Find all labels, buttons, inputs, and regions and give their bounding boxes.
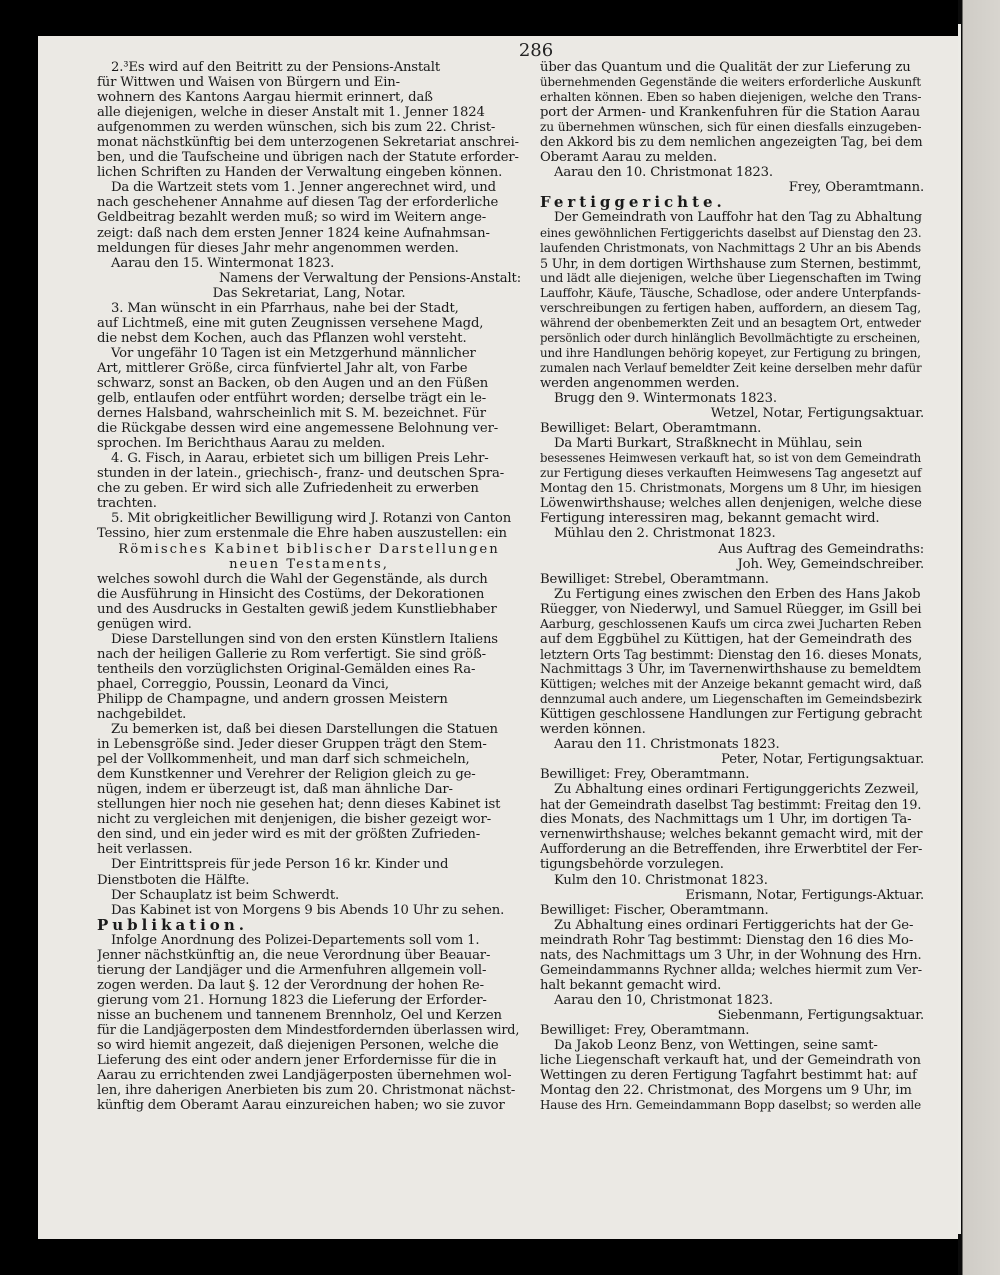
- left-column-line: Infolge Anordnung des Polizei-Departements soll vom 1.: [111, 932, 480, 948]
- right-column-line: laufenden Christmonats, von Nachmittags 2 Uhr an bis Abends: [540, 240, 921, 255]
- left-column-line: nisse an buchenem und tannenem Brennholz, Oel und Kerzen: [97, 1007, 502, 1023]
- left-column-line: so wird hiemit angezeit, daß diejenigen Personen, welche die: [97, 1038, 499, 1054]
- left-column-line: che zu geben. Er wird sich alle Zufriedenheit zu erwerben: [97, 481, 479, 497]
- left-column: [97, 60, 521, 1113]
- left-column-line: wohnern des Kantons Aargau hiermit erinnert, daß: [97, 90, 433, 106]
- left-column-line: 4. G. Fisch, in Aarau, erbietet sich um billigen Preis Lehr-: [111, 451, 489, 467]
- right-column-line: verschreibungen zu fertigen haben, auffordern, an diesem Tag,: [540, 300, 921, 315]
- right-column-line: nats, des Nachmittags um 3 Uhr, in der Wohnung des Hrn.: [540, 947, 922, 963]
- right-column-line: dies Monats, des Nachmittags um 1 Uhr, im dortigen Ta-: [540, 812, 912, 828]
- right-column-line: werden angenommen werden.: [540, 375, 740, 391]
- left-column-line: stunden in der latein., griechisch-, franz- und deutschen Spra-: [97, 466, 505, 482]
- left-column-line: die Rückgabe dessen wird eine angemessene Belohnung ver-: [97, 421, 499, 437]
- left-column-line: nach der heiligen Gallerie zu Rom verfertigt. Sie sind größ-: [97, 646, 486, 662]
- left-column-line: ben, und die Taufscheine und übrigen nach der Statute erforder-: [97, 150, 519, 166]
- right-column-line: Nachmittags 3 Uhr, im Tavernenwirthshause zu bemeldtem: [540, 661, 922, 677]
- left-column-line: zogen werden. Da laut §. 12 der Verordnung der hohen Re-: [97, 977, 484, 993]
- right-column-line: Gemeindammanns Rychner allda; welches hiermit zum Ver-: [540, 962, 922, 978]
- left-column-line: in Lebensgröße sind. Jeder dieser Gruppen trägt den Stem-: [97, 737, 487, 753]
- left-column-line: monat nächstkünftig bei dem unterzogenen Sekretariat anschrei-: [97, 135, 519, 151]
- left-column-line: 5. Mit obrigkeitlicher Bewilligung wird J. Rotanzi von Canton: [111, 511, 512, 527]
- right-column-line: meindrath Rohr Tag bestimmt: Dienstag den 16 dies Mo-: [540, 932, 914, 948]
- right-column-line: Wettingen zu deren Fertigung Tagfahrt bestimmt hat: auf: [540, 1068, 917, 1084]
- left-column-line: Das Sekretariat, Lang, Notar.: [212, 285, 406, 301]
- right-column-line: Erismann, Notar, Fertigungs-Aktuar.: [685, 887, 924, 903]
- right-column-line: Montag den 22. Christmonat, des Morgens um 9 Uhr, im: [540, 1083, 912, 1099]
- left-column-line: Philipp de Champagne, und andern grossen Meistern: [97, 691, 448, 707]
- next-page-edge: [958, 0, 1000, 1275]
- right-column-line: Aus Auftrag des Gemeindraths:: [718, 541, 924, 557]
- right-column-line: Joh. Wey, Gemeindschreiber.: [737, 556, 924, 572]
- left-column-line: Jenner nächstkünftig an, die neue Verordnung über Beauar-: [97, 947, 491, 963]
- left-column-line: len, ihre daherigen Anerbieten bis zum 20. Christmonat nächst-: [97, 1083, 516, 1099]
- right-column-line: hat der Gemeindrath daselbst Tag bestimmt: Freitag den 19.: [540, 797, 922, 813]
- right-column-line: letztern Orts Tag bestimmt: Dienstag den 16. dieses Monats,: [540, 646, 923, 662]
- right-column-line: Siebenmann, Fertigungsaktuar.: [717, 1007, 924, 1023]
- left-column-line: die nebst dem Kochen, auch das Pflanzen wohl versteht.: [97, 330, 467, 346]
- right-column-line: Bewilliget: Strebel, Oberamtmann.: [540, 571, 769, 587]
- right-column-line: Hause des Hrn. Gemeindammann Bopp daselbst; so werden alle: [540, 1098, 921, 1113]
- left-column-line: zeigt: daß nach dem ersten Jenner 1824 keine Aufnahmsan-: [97, 225, 490, 241]
- page-number: 286: [518, 40, 554, 61]
- right-column-line: während der obenbemerkten Zeit und an besagtem Ort, entweder: [540, 315, 921, 330]
- left-column-line: neuen Testaments,: [229, 556, 389, 572]
- left-column-line: Art, mittlerer Größe, circa fünfviertel Jahr alt, von Farbe: [97, 360, 468, 376]
- right-column-line: Aarburg, geschlossenen Kaufs um circa zwei Jucharten Reben: [540, 616, 922, 631]
- left-column-line: Vor ungefähr 10 Tagen ist ein Metzgerhund männlicher: [111, 345, 476, 361]
- right-column-line: liche Liegenschaft verkauft hat, und der Gemeindrath von: [540, 1053, 921, 1069]
- left-column-line: die Ausführung in Hinsicht des Costüms, der Dekorationen: [97, 586, 485, 602]
- left-column-line: tentheils den vorzüglichsten Original-Gemälden eines Ra-: [97, 661, 476, 677]
- left-column-line: 2.³Es wird auf den Beitritt zu der Pensions-Anstalt: [111, 60, 440, 75]
- left-column-line: Publikation.: [97, 917, 248, 933]
- left-column-line: phael, Correggio, Poussin, Leonard da Vinci,: [97, 676, 389, 692]
- left-column-line: dernes Halsband, wahrscheinlich mit S. M. bezeichnet. Für: [97, 406, 486, 422]
- left-column-line: nicht zu vergleichen mit denjenigen, die bisher gezeigt wor-: [97, 812, 492, 828]
- right-column-line: Küttigen geschlossene Handlungen zur Fertigung gebracht: [540, 707, 922, 723]
- left-column-line: auf Lichtmeß, eine mit guten Zeugnissen versehene Magd,: [97, 315, 484, 331]
- right-column-line: zu übernehmen wünschen, sich für einen diesfalls einzugeben-: [540, 120, 922, 135]
- right-column-line: Zu Fertigung eines zwischen den Erben des Hans Jakob: [554, 586, 921, 602]
- right-column-line: Kulm den 10. Christmonat 1823.: [554, 872, 768, 888]
- right-column-line: eines gewöhnlichen Fertiggerichts daselbst auf Dienstag den 23.: [540, 225, 922, 240]
- left-column-line: schwarz, sonst an Backen, ob den Augen und an den Füßen: [97, 375, 489, 391]
- left-column-line: pel der Vollkommenheit, und man darf sich schmeicheln,: [97, 752, 470, 768]
- left-column-line: alle diejenigen, welche in dieser Anstalt mit 1. Jenner 1824: [97, 105, 485, 121]
- right-column-line: Peter, Notar, Fertigungsaktuar.: [721, 752, 924, 768]
- right-column-line: besessenes Heimwesen verkauft hat, so ist von dem Gemeindrath: [540, 451, 922, 466]
- right-column-line: Montag den 15. Christmonats, Morgens um 8 Uhr, im hiesigen: [540, 481, 922, 496]
- right-column-line: erhalten können. Eben so haben diejenigen, welche den Trans-: [540, 90, 922, 105]
- right-column-line: Da Marti Burkart, Straßknecht in Mühlau, sein: [554, 436, 863, 452]
- right-column-line: tigungsbehörde vorzulegen.: [540, 857, 724, 873]
- left-column-line: Der Eintrittspreis für jede Person 16 kr. Kinder und: [111, 857, 449, 873]
- right-column-line: Küttigen; welches mit der Anzeige bekannt gemacht wird, daß: [540, 676, 922, 691]
- right-column-line: übernehmenden Gegenstände die weiters erforderliche Auskunft: [540, 75, 921, 90]
- left-column-line: nachgebildet.: [97, 707, 187, 723]
- right-column-line: und ihre Handlungen behörig kopeyet, zur Fertigung zu bringen,: [540, 345, 921, 360]
- left-column-line: Da die Wartzeit stets vom 1. Jenner angerechnet wird, und: [111, 180, 496, 196]
- left-column-line: Der Schauplatz ist beim Schwerdt.: [111, 887, 340, 903]
- left-column-line: den sind, und ein jeder wird es mit der größten Zufrieden-: [97, 827, 481, 843]
- left-column-line: für die Landjägerposten dem Mindestfordernden überlassen wird,: [97, 1023, 520, 1038]
- left-column-line: für Wittwen und Waisen von Bürgern und Ein-: [97, 75, 400, 91]
- right-column-line: Löwenwirthshause; welches allen denjenigen, welche diese: [540, 496, 922, 512]
- right-column-line: zur Fertigung dieses verkauften Heimwesens Tag angesetzt auf: [540, 466, 922, 481]
- left-column-line: 3. Man wünscht in ein Pfarrhaus, nahe bei der Stadt,: [111, 300, 459, 316]
- right-column-line: Aarau den 11. Christmonats 1823.: [554, 737, 780, 753]
- left-column-line: tierung der Landjäger und die Armenfuhren allgemein voll-: [97, 962, 487, 978]
- right-column-line: Zu Abhaltung eines ordinari Fertigunggerichts Zezweil,: [554, 782, 919, 798]
- right-column-line: Aarau den 10, Christmonat 1823.: [554, 992, 773, 1008]
- left-column-line: welches sowohl durch die Wahl der Gegenstände, als durch: [97, 571, 488, 587]
- right-column-line: dennzumal auch andere, um Liegenschaften im Gemeindsbezirk: [540, 691, 922, 706]
- left-column-line: Das Kabinet ist von Morgens 9 bis Abends 10 Uhr zu sehen.: [111, 902, 505, 918]
- left-column-line: trachten.: [97, 496, 157, 512]
- right-column-line: Da Jakob Leonz Benz, von Wettingen, seine samt-: [554, 1038, 878, 1054]
- right-column-line: den Akkord bis zu dem nemlichen angezeigten Tag, bei dem: [540, 135, 923, 151]
- right-column-line: Fertiggerichte.: [540, 195, 726, 211]
- right-column-line: Frey, Oberamtmann.: [788, 180, 924, 196]
- left-column-line: Dienstboten die Hälfte.: [97, 872, 250, 888]
- left-column-line: nach geschehener Annahme auf diesen Tag der erforderliche: [97, 195, 499, 211]
- right-column-line: persönlich oder durch hinlänglich Bevollmächtigte zu erscheinen,: [540, 330, 921, 345]
- left-column-line: Diese Darstellungen sind von den ersten Künstlern Italiens: [111, 631, 498, 647]
- left-column-line: genügen wird.: [97, 616, 192, 632]
- left-column-line: Römisches Kabinet biblischer Darstellungen: [118, 541, 500, 557]
- right-column: [540, 60, 924, 1113]
- right-column-line: und lädt alle diejenigen, welche über Liegenschaften im Twing: [540, 270, 922, 285]
- right-column-line: Bewilliget: Belart, Oberamtmann.: [540, 421, 762, 437]
- left-column-line: Geldbeitrag bezahlt werden muß; so wird im Weitern ange-: [97, 210, 487, 226]
- right-column-line: Lauffohr, Käufe, Täusche, Schadlose, oder andere Unterpfands-: [540, 285, 921, 300]
- right-column-line: Zu Abhaltung eines ordinari Fertiggerichts hat der Ge-: [554, 917, 914, 933]
- left-column-line: Lieferung des eint oder andern jener Erfordernisse für die in: [97, 1053, 497, 1069]
- right-column-line: Mühlau den 2. Christmonat 1823.: [554, 526, 776, 542]
- left-column-line: gierung vom 21. Hornung 1823 die Lieferung der Erforder-: [97, 992, 487, 1008]
- right-column-line: Rüegger, von Niederwyl, und Samuel Rüegger, im Gsill bei: [540, 601, 922, 617]
- left-column-line: sprochen. Im Berichthaus Aarau zu melden.: [97, 436, 386, 452]
- right-column-line: Wetzel, Notar, Fertigungsaktuar.: [710, 406, 924, 422]
- right-column-line: Bewilliget: Frey, Oberamtmann.: [540, 767, 750, 783]
- right-column-line: halt bekannt gemacht wird.: [540, 977, 722, 993]
- right-column-line: port der Armen- und Krankenfuhren für die Station Aarau: [540, 105, 920, 121]
- page-edge-strip: [958, 24, 961, 1234]
- left-column-line: dem Kunstkenner und Verehrer der Religion gleich zu ge-: [97, 767, 476, 783]
- right-column-line: 5 Uhr, in dem dortigen Wirthshause zum Sternen, bestimmt,: [540, 255, 922, 271]
- left-column-line: Namens der Verwaltung der Pensions-Anstalt:: [218, 270, 521, 286]
- left-column-line: Aarau zu errichtenden zwei Landjägerposten übernehmen wol-: [97, 1068, 512, 1084]
- left-column-line: lichen Schriften zu Handen der Verwaltung eingeben können.: [97, 165, 503, 181]
- left-column-line: aufgenommen zu werden wünschen, sich bis zum 22. Christ-: [97, 120, 496, 136]
- left-column-line: meldungen für dieses Jahr mehr angenommen werden.: [97, 240, 459, 256]
- right-column-line: Brugg den 9. Wintermonats 1823.: [554, 391, 777, 407]
- right-column-line: auf dem Eggbühel zu Küttigen, hat der Gemeindrath des: [540, 631, 912, 647]
- left-column-line: Aarau den 15. Wintermonat 1823.: [111, 255, 335, 271]
- left-column-line: nügen, indem er überzeugt ist, daß man ähnliche Dar-: [97, 782, 453, 798]
- left-column-line: stellungen hier noch nie gesehen hat; denn dieses Kabinet ist: [97, 797, 501, 813]
- right-column-line: Fertigung interessiren mag, bekannt gemacht wird.: [540, 511, 880, 527]
- right-column-line: Bewilliget: Frey, Oberamtmann.: [540, 1023, 750, 1038]
- right-column-line: Oberamt Aarau zu melden.: [540, 150, 717, 166]
- right-column-line: Der Gemeindrath von Lauffohr hat den Tag zu Abhaltung: [554, 210, 922, 226]
- left-column-line: Zu bemerken ist, daß bei diesen Darstellungen die Statuen: [111, 722, 498, 738]
- right-column-line: zumalen nach Verlauf bemeldter Zeit keine derselben mehr dafür: [540, 360, 922, 375]
- right-column-line: Aufforderung an die Betreffenden, ihre Erwerbtitel der Fer-: [540, 842, 923, 858]
- right-column-line: über das Quantum und die Qualität der zur Lieferung zu: [540, 60, 911, 75]
- right-column-line: werden können.: [540, 722, 646, 738]
- left-column-line: künftig dem Oberamt Aarau einzureichen haben; wo sie zuvor: [97, 1098, 505, 1114]
- right-column-line: vernenwirthshause; welches bekannt gemacht wird, mit der: [540, 827, 923, 843]
- left-column-line: Tessino, hier zum erstenmale die Ehre haben auszustellen: ein: [97, 526, 507, 542]
- left-column-line: und des Ausdrucks in Gestalten gewiß jedem Kunstliebhaber: [97, 601, 497, 617]
- right-column-line: Bewilliget: Fischer, Oberamtmann.: [540, 902, 769, 918]
- right-column-line: Aarau den 10. Christmonat 1823.: [554, 165, 773, 181]
- left-column-line: gelb, entlaufen oder entführt worden; derselbe trägt ein le-: [97, 391, 487, 407]
- left-column-line: heit verlassen.: [97, 842, 193, 858]
